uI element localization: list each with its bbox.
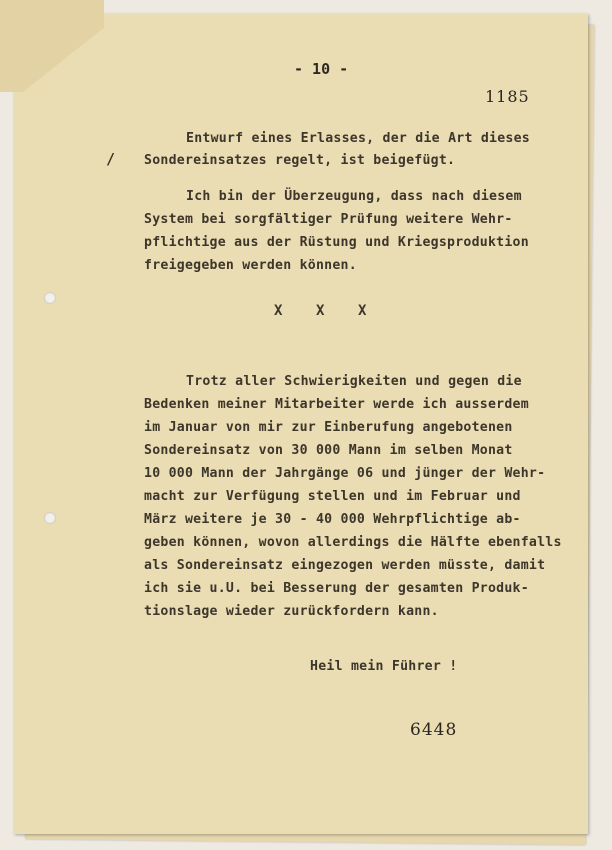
text-line: freigegeben werden können. [144,258,357,273]
text-line: 10 000 Mann der Jahrgänge 06 und jünger der Wehr- [144,466,546,481]
margin-mark: / [106,150,116,168]
document-page [14,14,588,834]
text-line: Ich bin der Überzeugung, dass nach diesem [186,189,522,204]
text-line: System bei sorgfältiger Prüfung weitere Wehr- [144,212,513,227]
text-line: März weitere je 30 - 40 000 Wehrpflichtige ab- [144,512,521,527]
text-line: geben können, wovon allerdings die Hälfte ebenfalls [144,535,562,550]
separator-x: X [274,303,283,319]
text-line: Sondereinsatz von 30 000 Mann im selben Monat [144,443,513,458]
separator-x: X [358,303,367,319]
text-line: Entwurf eines Erlasses, der die Art dieses [186,131,530,146]
text-line: Trotz aller Schwierigkeiten und gegen die [186,374,522,389]
text-line: Bedenken meiner Mitarbeiter werde ich ausserdem [144,397,529,412]
text-line: im Januar von mir zur Einberufung angebotenen [144,420,513,435]
document-number: 6448 [410,720,458,740]
closing-salutation: Heil mein Führer ! [310,659,458,674]
text-line: tionslage wieder zurückfordern kann. [144,604,439,619]
text-line: ich sie u.U. bei Besserung der gesamten Produk- [144,581,529,596]
punch-hole-top [44,292,56,304]
punch-hole-bottom [44,512,56,524]
archive-number: 1185 [485,87,530,106]
text-line: Sondereinsatzes regelt, ist beigefügt. [144,153,456,168]
text-line: pflichtige aus der Rüstung und Kriegsproduktion [144,235,529,250]
text-line: macht zur Verfügung stellen und im Februar und [144,489,521,504]
separator-x: X [316,303,325,319]
text-line: als Sondereinsatz eingezogen werden müsste, damit [144,558,546,573]
page-number: - 10 - [294,60,349,78]
